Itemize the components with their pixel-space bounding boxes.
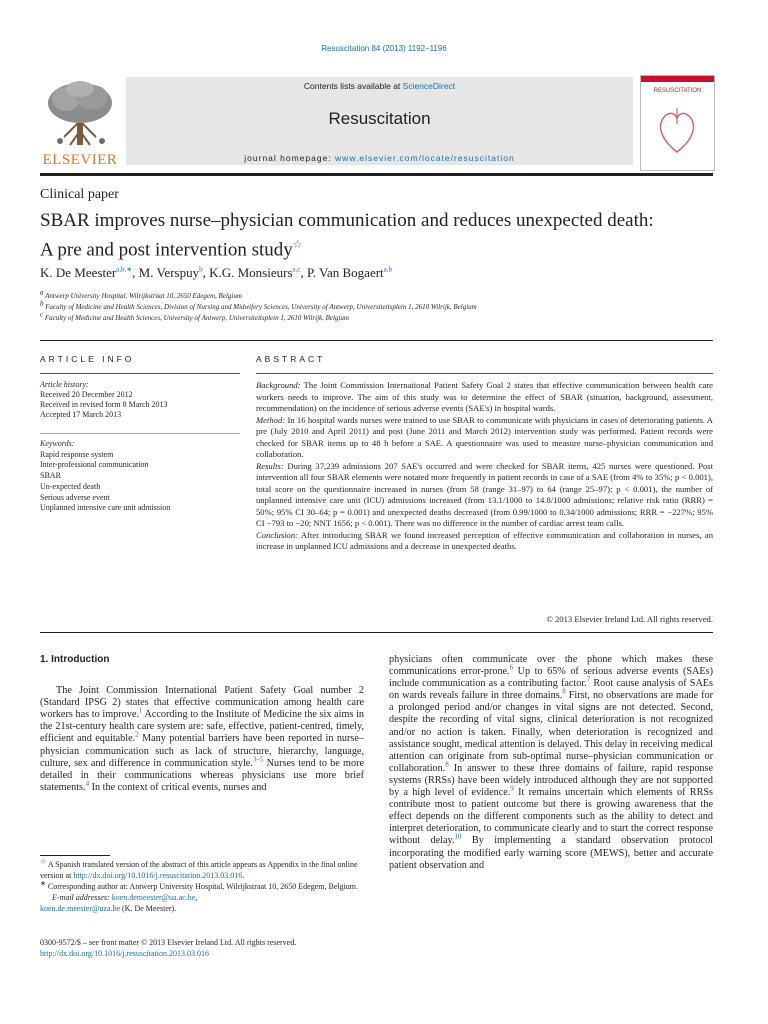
doi-link[interactable]: http://dx.doi.org/10.1016/j.resuscitation.2013.03.016 <box>40 949 209 958</box>
abstract-results <box>256 461 713 530</box>
abstract-section-label: Results: <box>256 460 284 471</box>
reference-link[interactable]: 3–5 <box>252 755 264 764</box>
author-marks[interactable]: a,c <box>292 265 301 274</box>
section-divider <box>40 632 713 633</box>
affiliation-mark: a <box>40 288 44 297</box>
keyword-item: Inter-professional communication <box>40 460 149 470</box>
journal-masthead <box>40 75 713 171</box>
author-name: P. Van Bogaert <box>306 265 384 280</box>
email-link[interactable]: koen.demeester@ua.ac.be <box>111 893 196 902</box>
abstract-divider <box>256 373 713 374</box>
homepage-link[interactable]: www.elsevier.com/locate/resuscitation <box>335 153 515 163</box>
body-column-left <box>40 654 364 794</box>
translation-footnote: ☆ A Spanish translated version of the abstract of this article appears as Appendix in the final online version at http://dx.doi.org/10.1016/j.resuscitation.2013.03.016. <box>40 857 358 880</box>
history-received: Received 20 December 2012 <box>40 390 133 399</box>
reference-link[interactable]: 8 <box>445 760 449 769</box>
reference-link[interactable]: 10 <box>454 833 462 842</box>
section-heading-introduction: 1. Introduction <box>40 654 110 665</box>
title-line-1: SBAR improves nurse–physician communication and reduces unexpected death: <box>40 210 654 231</box>
elsevier-wordmark: ELSEVIER <box>42 152 118 168</box>
abstract-method <box>256 415 713 461</box>
author-name: K.G. Monsieurs <box>209 265 293 280</box>
elsevier-logo <box>40 79 120 169</box>
contents-availability <box>126 81 633 91</box>
author-name: M. Verspuy <box>138 265 200 280</box>
article-type: Clinical paper <box>40 187 119 202</box>
keyword-item: Rapid response system <box>40 449 114 459</box>
abstract-body <box>256 380 713 553</box>
masthead-divider <box>40 173 713 176</box>
reference-link[interactable]: 1 <box>138 706 143 715</box>
email-link[interactable]: koen.de.meester@uza.be <box>40 904 120 913</box>
title-line-2: A pre and post intervention study <box>40 239 293 261</box>
journal-citation-link[interactable]: Resuscitation 84 (2013) 1192–1196 <box>321 44 447 53</box>
article-info-heading: ARTICLE INFO <box>40 354 135 364</box>
email-label: E-mail addresses: <box>52 893 112 902</box>
heart-lungs-icon <box>655 102 700 157</box>
corresponding-author-footnote: ∗ Corresponding author at: Antwerp University Hospital, Wilrijkstraat 10, 2650 Edegem, Belgium. <box>40 879 359 891</box>
reference-link[interactable]: 2 <box>135 731 139 740</box>
journal-info-box <box>126 77 633 165</box>
journal-cover-thumbnail[interactable] <box>640 75 715 171</box>
affiliation-item <box>40 288 720 302</box>
doi-link[interactable]: http://dx.doi.org/10.1016/j.resuscitation.2013.03.016 <box>73 871 243 880</box>
history-label: Article history: <box>40 380 89 389</box>
body-paragraph: The Joint Commission International Patient Safety Goal number 2 (Standard IPSG 2) states that effective communication among health care workers has to improve.$^1$ According to the Institute of Medicine the six aims in the 21st-century health care system are: safe, effective, patient-centred, timely, efficient and equitable.$^2$ Many potential barriers have been reported in nurse–physician communication such as lack of structure, hierarchy, language, culture, sex and difference in communication style.$^{3-5}$ Nurses tend to be more detailed in their communications whereas physicians use more brief statements.$^4$ In the context of critical events, nurses and <box>40 685 364 793</box>
author-marks[interactable]: a,b <box>383 265 393 274</box>
author-marks[interactable]: a,b,∗ <box>116 265 133 274</box>
email-footnote: E-mail addresses: koen.demeester@ua.ac.be, <box>52 893 198 902</box>
history-revised: Received in revised form 8 March 2013 <box>40 400 168 409</box>
abstract-section-text: After introducing SBAR we found increased perception of effective communication and collaboration in nurses, an increase in unplanned ICU admissions and a decrease in unexpected deaths. <box>256 529 713 551</box>
email-footnote-cont: koen.de.meester@uza.be (K. De Meester). <box>40 904 177 913</box>
footnote-asterisk-mark: ∗ <box>40 879 46 888</box>
keyword-item: Unplanned intensive care unit admission <box>40 503 171 513</box>
history-accepted: Accepted 17 March 2013 <box>40 410 122 419</box>
affiliation-text: Faculty of Medicine and Health Sciences, Division of Nursing and Midwifery Sciences, University of Antwerp, Universiteitsplein 1, 2610 Wilrijk, Belgium <box>45 303 477 311</box>
info-divider <box>40 373 240 374</box>
keywords-list <box>40 439 245 514</box>
article-history <box>40 380 245 420</box>
keyword-item: Un-expected death <box>40 481 101 491</box>
contents-prefix: Contents lists available at <box>303 81 403 91</box>
cover-title: RESUSCITATION <box>653 88 702 94</box>
issn-line: 0300-9572/$ – see front matter © 2013 Elsevier Ireland Ltd. All rights reserved. <box>40 938 297 947</box>
reference-link[interactable]: 8 <box>562 687 566 696</box>
affiliation-item <box>40 310 720 324</box>
footnote-divider <box>40 855 110 856</box>
article-title <box>40 209 720 262</box>
abstract-background <box>256 380 713 415</box>
footnote-star-mark: ☆ <box>40 857 47 866</box>
body-column-right <box>389 654 713 872</box>
author-list: K. De Meester$^{a,b,∗}$, M. Verspuy$^b$, K.G. Monsieurs$^{a,c}$, P. Van Bogaert$^{a,b}$ <box>40 265 393 280</box>
abstract-section-label: Background: <box>256 380 301 390</box>
journal-title: Resuscitation <box>328 109 431 128</box>
reference-link[interactable]: 9 <box>510 784 514 793</box>
abstract-heading: ABSTRACT <box>256 354 326 364</box>
section-divider <box>40 340 713 341</box>
abstract-section-text: During 37,239 admissions 207 SAE's occurred and were checked for SBAR items, 425 nurses were questioned. Post intervention all four SBAR elements were notated more frequently in patient records in case of a SAE (from 4% to 35%; p < 0.001), total score on the questionnaire increased in nurses (from 58 (range 31–97) to 64 (range 25–97); p < 0.001), the number of unplanned intensive care unit (ICU) admissions increased (from 13.1/1000 to 14.8/1000 admissions; relative risk ratio (RRR) = 50%; 95% CI 30–64; p = 0.001) and unexpected deaths decreased (from 0.99/1000 to 0.34/1000 admissions; RRR = −227%; 95% CI −793 to −20; NNT 1656; p < 0.001). There was no difference in the number of cardiac arrest team calls. <box>256 460 713 528</box>
keywords-label: Keywords: <box>40 439 75 448</box>
abstract-section-label: Method: <box>256 414 286 425</box>
author-marks[interactable]: b <box>199 265 203 274</box>
abstract-conclusion <box>256 530 713 553</box>
abstract-section-label: Conclusion: <box>256 529 299 540</box>
copyright-notice: © 2013 Elsevier Ireland Ltd. All rights reserved. <box>546 614 713 624</box>
keyword-item: Serious adverse event <box>40 492 110 502</box>
elsevier-tree-icon <box>42 79 118 149</box>
reference-link[interactable]: 7 <box>586 675 591 684</box>
affiliations <box>40 288 720 324</box>
info-divider <box>40 433 240 434</box>
abstract-section-text: In 16 hospital wards nurses were trained to use SBAR to communicate with physicians in cases of deteriorating patients. A pre (July 2010 and April 2011) and post (June 2011 and March 2012) intervention study was performed. Patient records were checked for SBAR items up to 48 h before a SAE. A questionnaire was used to measure nurse–physician communication and collaboration. <box>256 414 713 459</box>
title-footnote-star[interactable]: ☆ <box>292 239 303 251</box>
sciencedirect-link[interactable]: ScienceDirect <box>402 81 456 91</box>
author-name: K. De Meester <box>40 265 117 280</box>
reference-link[interactable]: 6 <box>509 663 514 672</box>
keyword-item: SBAR <box>40 471 61 481</box>
journal-homepage <box>126 153 633 163</box>
affiliation-item <box>40 299 720 313</box>
body-paragraph: physicians often communicate over the phone which makes these communications error-prone.$^6$ Up to 65% of serious adverse events (SAEs) include communication as a contributing factor.$^7$ Root cause analysis of SAEs on wards reveals failure in three domains.$^8$ First, no observations are made for a prolonged period and/or changes in vital signs are not detected. Second, despite the recording of vital signs, clinical deterioration is not recognized and/or no action is taken. Finally, when deterioration is recognized and assistance sought, medical attention is delayed. This delay in receiving medical attention can originate from sub-optimal nurse–physician communication or collaboration.$^8$ In answer to these three domains of failure, rapid response systems (RRSs) have been widely introduced although they are not supported by a high level of evidence.$^9$ It remains uncertain which elements of RRSs contribute most to patient outcome but there is growing awareness that the effect depends on the different components such as the ability to detect and interpret deterioration, to communicate clearly and to start the correct response without delay.$^{10}$ By implementing a standard observation protocol incorporating the modified early warning score (MEWS), better and accurate patient observation and <box>389 654 713 871</box>
affiliation-text: Antwerp University Hospital, Wilrijkstraat 10, 2650 Edegem, Belgium <box>45 292 242 300</box>
abstract-section-text: The Joint Commission International Patient Safety Goal 2 states that effective communication between health care workers needs to improve. The aim of this study was to determine the effect of SBAR (situation, background, assessment, recommendation) on the incidence of serious adverse events (SAE's) in hospital wards. <box>256 380 713 413</box>
affiliation-mark: b <box>40 299 44 308</box>
reference-link[interactable]: 4 <box>85 779 90 788</box>
homepage-prefix: journal homepage: <box>244 153 336 163</box>
affiliation-text: Faculty of Medicine and Health Sciences, University of Antwerp, Universiteitsplein 1, 2610 Wilrijk, Belgium <box>44 314 349 322</box>
cover-top-band <box>641 76 714 82</box>
footnotes <box>40 859 368 914</box>
affiliation-mark: c <box>40 310 44 319</box>
issn-block <box>40 937 370 959</box>
